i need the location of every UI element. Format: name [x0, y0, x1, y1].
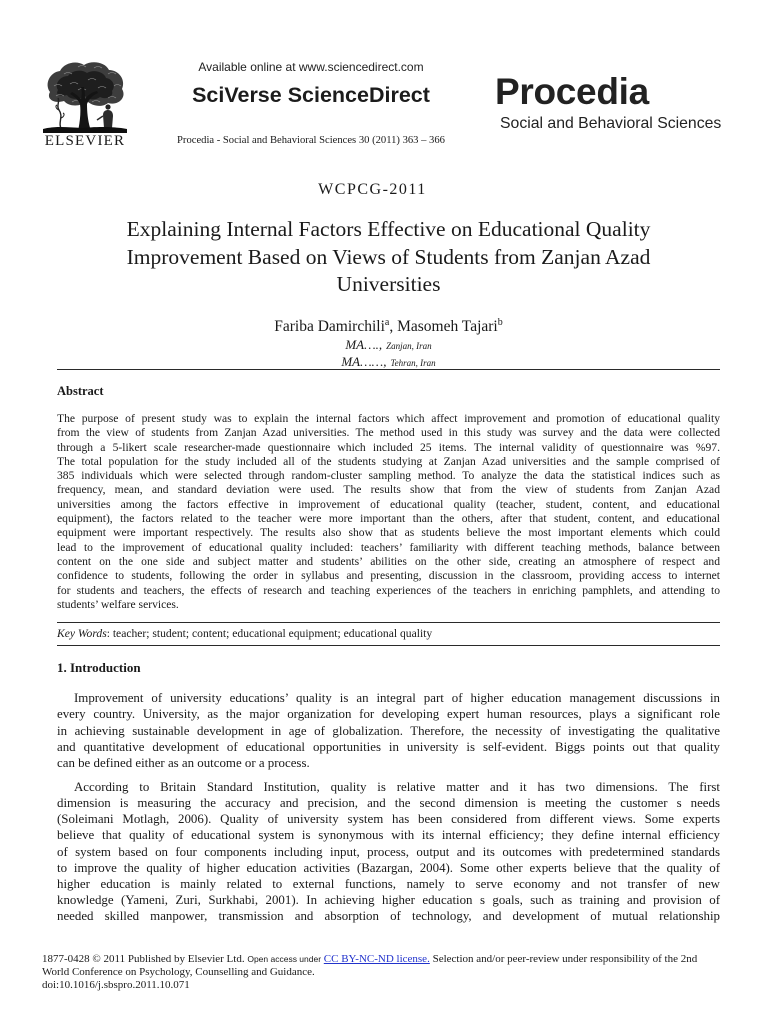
paragraph-line: knowledge (Yameni, Zuri, Surkhabi, 2001). In achieving higher education s goals, such as training and provision of: [57, 893, 720, 908]
paragraph-line: of system based on four components including input, process, output and its outcomes with predetermined standards: [57, 844, 720, 859]
abstract-line: from the view of students from Zanjan Azad universities. The method used in this study was survey and the data were collected: [57, 426, 720, 440]
abstract-line: confidence to students, following the order in syllabus and presenting, discussion in the classroom, providing access to internet: [57, 569, 720, 583]
paragraph-line: Improvement of university educations’ quality is an integral part of higher education management discussions in: [74, 691, 720, 705]
abstract-line: for students and teachers, the effects of research and teaching experiences of the teachers in enriching pamphlets, and attending to: [57, 583, 720, 597]
paper-title: [57, 216, 720, 299]
keywords-text: : teacher; student; content; educational equipment; educational quality: [106, 627, 433, 640]
open-access-prefix: Open access under: [247, 954, 322, 964]
affiliation-place: Tehran, Iran: [390, 358, 436, 368]
divider-rule: [57, 622, 720, 623]
conference-label: WCPCG-2011: [318, 181, 427, 198]
footnote-line: World Conference on Psychology, Counselling and Guidance.: [42, 966, 315, 978]
abstract-line: through a 5-likert scale researcher-made questionnaire which included 25 items. The internal validity of questionnaire was %97.: [57, 440, 720, 454]
affiliation-mark: a: [384, 317, 390, 328]
license-link[interactable]: CC BY-NC-ND license.: [323, 953, 430, 965]
paragraph-line: dimension is measuring the accuracy and precision, and the second dimension is meeting the customer s needs: [57, 796, 720, 811]
title-line: Improvement Based on Views of Students from Zanjan Azad: [126, 244, 651, 269]
paragraph-line: can be defined either as an outcome or a process.: [57, 756, 310, 770]
paragraph-line: in achieving sustainable development in age of globalization. Therefore, the necessity of investigating the qualitative: [57, 723, 720, 738]
sciverse-sciencedirect-logo: SciVerse ScienceDirect: [192, 83, 430, 107]
author-name: Fariba Damirchili: [274, 318, 385, 335]
abstract-line: equipment were important respectively. The results also show that as students believe the most important elements which could: [57, 526, 720, 540]
paragraph-line: needed skilled manpower, transmission and absorption of technology, and development of mutual relationship: [57, 909, 720, 924]
affiliation-degree: MA……,: [341, 354, 387, 369]
title-line: Universities: [336, 272, 441, 297]
affiliation-place: Zanjan, Iran: [386, 341, 432, 351]
paragraph-line: and quantitative development of educational opportunities in university is self-evident. Biggs points out that quality: [57, 739, 720, 754]
paragraph-line: (Soleimani Motlagh, 2006). Quality of university system has been considered from different views. Some experts: [57, 812, 720, 827]
divider-rule: [57, 645, 720, 646]
abstract-heading: Abstract: [57, 384, 104, 398]
abstract-line: 385 individuals which were selected through random-cluster sampling method. To analyze the data the statistical indices such as: [57, 469, 720, 483]
footnote-line: [42, 953, 742, 966]
divider-rule: [57, 369, 720, 370]
affiliations: [57, 337, 720, 371]
footnote: [42, 953, 742, 992]
intro-paragraph: [57, 779, 720, 924]
publisher-wordmark: ELSEVIER: [44, 133, 126, 149]
intro-paragraph: [57, 690, 720, 771]
abstract-line: The total population for the study included all of the students studying at Zanjan Azad universities and the sample comprised of: [57, 454, 720, 468]
procedia-brand: Procedia: [495, 71, 649, 112]
paragraph-line: every country. University, as the major organization for developing expert human resources, plays a significant role: [57, 707, 720, 722]
available-online-text[interactable]: Available online at www.sciencedirect.com: [198, 60, 424, 74]
author-list: [57, 318, 720, 336]
abstract-line: content on the one side and subject matter and students’ abilities on the other side, creating an atmosphere of respect and: [57, 554, 720, 568]
affiliation-degree: MA….,: [345, 337, 383, 352]
author-separator: ,: [389, 318, 394, 335]
abstract-line: universities among the factors effective in improvement of educational quality (teacher, student, content, and educational: [57, 497, 720, 511]
affiliation-mark: b: [497, 317, 503, 328]
abstract-line: equipment), the factors related to the teacher were more important than the others, after that student, content, and educational: [57, 512, 720, 526]
paragraph-line: to improve the quality of higher education activities (Bazargan, 2004). Some other experts believe that the quality of: [57, 860, 720, 875]
section-heading-introduction: 1. Introduction: [57, 660, 141, 675]
procedia-subtitle: Social and Behavioral Sciences: [500, 115, 722, 132]
abstract-line: students’ welfare services.: [57, 597, 179, 611]
elsevier-tree-logo: [42, 60, 128, 134]
affiliation-line: [57, 337, 720, 354]
abstract-line: frequency, mean, and standard deviation were used. The results show that from the view of students from Zanjan Azad: [57, 483, 720, 497]
journal-citation: Procedia - Social and Behavioral Sciences 30 (2011) 363 – 366: [177, 135, 445, 146]
abstract-line: lead to the improvement of educational quality included: teachers’ familiarity with different teaching methods, balance between: [57, 540, 720, 554]
keywords: [57, 627, 432, 641]
author-name: Masomeh Tajari: [397, 318, 498, 335]
abstract-body: [57, 412, 720, 612]
title-line: Explaining Internal Factors Effective on Educational Quality: [126, 217, 651, 241]
paragraph-line: higher education is mainly related to external functions, namely to serve economy and not transfer of new: [57, 876, 720, 891]
issn-copyright: 1877-0428 © 2011 Published by Elsevier Ltd.: [42, 953, 245, 965]
paragraph-line: believe that quality of educational system is synonymous with its internal efficiency; they define internal efficiency: [57, 828, 720, 843]
keywords-label: Key Words: [57, 627, 107, 640]
paragraph-line: According to Britain Standard Institution, quality is relative matter and it has two dimensions. The first: [74, 780, 720, 794]
abstract-line: The purpose of present study was to explain the internal factors which affect improvement and promotion of educational quality: [57, 412, 720, 425]
doi-link[interactable]: doi:10.1016/j.sbspro.2011.10.071: [42, 979, 190, 991]
peer-review-note: Selection and/or peer-review under responsibility of the 2nd: [432, 953, 698, 965]
